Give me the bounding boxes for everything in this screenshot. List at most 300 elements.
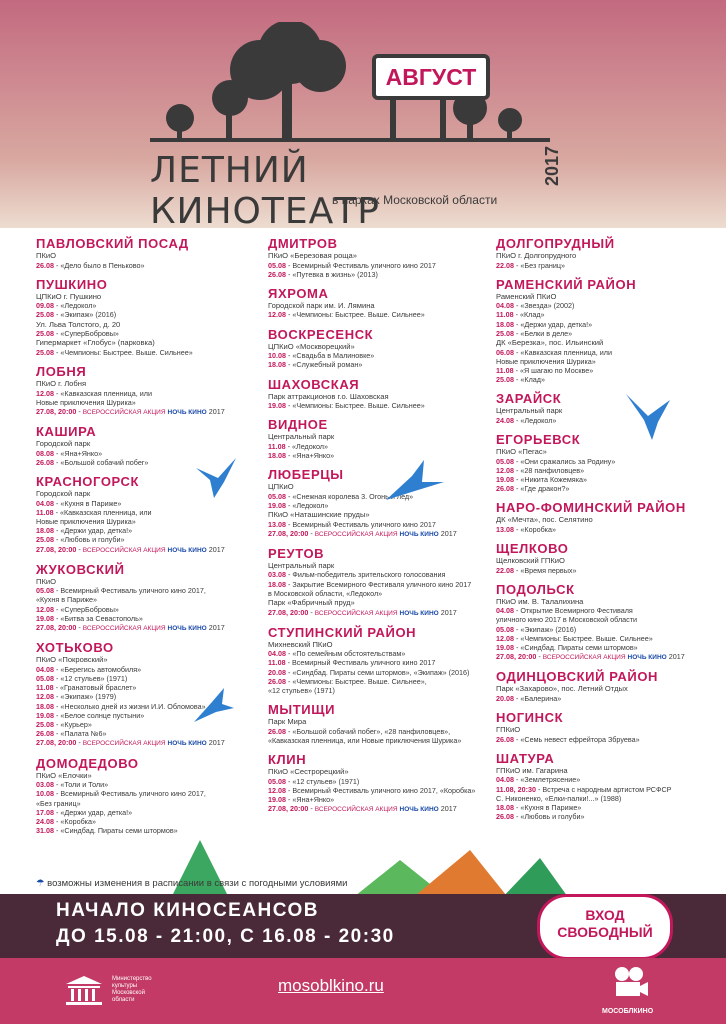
venue-name: Щелковский ГПКиО — [496, 556, 565, 566]
website-link[interactable]: mosoblkino.ru — [278, 976, 384, 995]
screening-title: «Без границ» — [36, 798, 81, 808]
venue-name: Парк «Захарово», пос. Летний Отдых — [496, 684, 628, 694]
screening-row — [36, 526, 260, 535]
screening-date: 12.08 — [268, 310, 286, 320]
screening-title: - «Экипаж» (2016) — [514, 624, 577, 634]
screening-title: - «Кухня в Париже» — [514, 802, 582, 812]
town-section — [36, 277, 260, 357]
screening-date: 11.08 — [268, 441, 286, 451]
town-name: ДМИТРОВ — [268, 236, 338, 251]
screening-title: - — [76, 623, 83, 633]
screening-row — [36, 329, 260, 338]
screening-title: «Кавказская пленница, или Новые приключения Шурика» — [268, 735, 462, 745]
screening-title: - Всемирный Фестиваль уличного кино 2017 — [285, 658, 436, 668]
screening-row — [36, 389, 260, 398]
screening-title: - «Большой собачий побег» — [54, 457, 149, 467]
screening-date: 04.08 — [496, 301, 514, 311]
screening-title: - «12 стульев» (1971) — [286, 776, 360, 786]
venue-name: ДК «Березка», пос. Ильинский — [496, 338, 604, 348]
screening-title: - — [536, 652, 543, 662]
screening-date: 04.08 — [496, 775, 514, 785]
screening-date: 26.08 — [268, 269, 286, 279]
screening-row — [268, 736, 492, 745]
campaign-year: 2017 — [438, 804, 457, 814]
screening-date: 05.08 — [268, 776, 286, 786]
screening-title: - «Путевка в жизнь» (2013) — [286, 269, 378, 279]
trees-illustration — [140, 22, 560, 162]
screening-title: - «Никита Кожемяка» — [514, 474, 587, 484]
screening-date: 25.08 — [36, 719, 54, 729]
screening-title: - «Землетрясение» — [514, 775, 581, 785]
screening-title: Новые приключения Шурика» — [36, 397, 136, 407]
screening-title: - «Держи удар, детка!» — [54, 807, 133, 817]
screening-date: 24.08 — [496, 415, 514, 425]
screening-date: 12.08 — [36, 388, 54, 398]
screening-row — [496, 366, 720, 375]
campaign-label: ВСЕРОССИЙСКАЯ АКЦИЯ — [82, 625, 166, 633]
town-section — [496, 751, 720, 822]
screening-date: 10.08 — [36, 789, 54, 799]
screening-title: С. Никоненко, «Елки-палки!...» (1988) — [496, 793, 622, 803]
town-name: ЯХРОМА — [268, 285, 329, 301]
screening-row — [268, 786, 492, 795]
campaign-label: ВСЕРОССИЙСКАЯ АКЦИЯ — [314, 609, 398, 617]
screening-date: 18.08 — [496, 802, 514, 812]
screening-title: - «Любовь и голуби» — [54, 535, 125, 545]
screening-row — [496, 348, 720, 357]
screening-title: в Московской области, «Ледокол» — [268, 588, 383, 598]
town-section — [496, 500, 720, 534]
venue-name: Парк аттракционов г.о. Шаховская — [268, 391, 389, 401]
screening-title: - «Синдбад. Пираты семи штормов», «Экипаж» (2016) — [286, 667, 470, 677]
screening-row — [36, 614, 260, 623]
screening-title: - «Где дракон?» — [514, 484, 570, 494]
screening-row — [36, 301, 260, 310]
screening-row — [268, 442, 492, 451]
screening-row — [268, 668, 492, 677]
campaign-label: ВСЕРОССИЙСКАЯ АКЦИЯ — [82, 408, 166, 416]
origami-bird-icon — [626, 394, 676, 440]
campaign-label: ВСЕРОССИЙСКАЯ АКЦИЯ — [542, 654, 626, 662]
campaign-year: 2017 — [206, 623, 225, 633]
screening-title: уличного кино 2017 в Московской области — [496, 615, 638, 625]
screening-date: 22.08 — [496, 260, 514, 270]
screening-title: - «Большой собачий побег», «28 панфиловцев», — [286, 726, 451, 736]
screening-row — [496, 803, 720, 812]
screening-date: 26.08 — [36, 729, 54, 739]
screening-title: - «Без границ» — [514, 260, 565, 270]
screening-row — [36, 398, 260, 407]
screening-date: 19.08 — [496, 474, 514, 484]
town-section — [496, 710, 720, 744]
screening-date: 25.08 — [36, 347, 54, 357]
screening-date: 19.08 — [36, 710, 54, 720]
town-name: ПАВЛОВСКИЙ ПОСАД — [36, 236, 189, 251]
screening-row — [36, 310, 260, 319]
screening-title: - «Они сражались за Родину» — [514, 456, 616, 466]
screening-title: - «Снежная королева 3. Огонь и лед» — [286, 491, 414, 501]
screening-title: - «Яна+Янко» — [54, 448, 103, 458]
venue-name: ПКиО им. В. Талалихина — [496, 596, 584, 606]
screening-title: - «По семейным обстоятельствам» — [286, 649, 406, 659]
screening-date: 06.08 — [496, 347, 514, 357]
screening-date: 18.08 — [496, 319, 514, 329]
screening-row — [496, 261, 720, 270]
screening-date: 12.08 — [268, 785, 286, 795]
screening-date: 27.08, 20:00 — [36, 738, 77, 748]
screening-row — [496, 643, 720, 652]
screening-row — [36, 545, 260, 555]
campaign-year: 2017 — [206, 406, 225, 416]
screening-title: - «Чемпионы: Быстрее. Выше. Сильнее» — [286, 401, 425, 411]
screening-title: - Фильм-победитель зрительского голосования — [286, 570, 446, 580]
venue-name: ГПКиО им. Гагарина — [496, 765, 568, 775]
screening-row — [36, 789, 260, 798]
screening-title: - Открытие Всемирного Фестиваля — [514, 606, 633, 616]
screening-title: - «Ледокол» — [286, 500, 329, 510]
film-camera-icon — [612, 966, 648, 1006]
screening-row — [268, 520, 492, 529]
screening-title: - «Звезда» (2002) — [514, 301, 575, 311]
screening-title: - «Коробка» — [54, 816, 96, 826]
origami-bird-icon — [196, 458, 236, 498]
town-section — [496, 236, 720, 270]
screening-row — [36, 261, 260, 270]
screening-date: 26.08 — [268, 726, 286, 736]
screening-date: 24.08 — [36, 816, 54, 826]
screening-title: Новые приключения Шурика» — [36, 516, 136, 526]
screening-title: - «Ледокол» — [285, 441, 328, 451]
venue-name: ПКиО г. Долгопрудного — [496, 251, 577, 260]
screening-title: - Всемирный Фестиваль уличного кино 2017 — [286, 260, 436, 270]
town-name: ЗАРАЙСК — [496, 391, 562, 407]
screening-title: Новые приключения Шурика» — [496, 356, 596, 366]
town-name: НАРО-ФОМИНСКИЙ РАЙОН — [496, 500, 686, 516]
screening-title: - «Толи и Толи» — [54, 780, 109, 790]
screening-row — [268, 261, 492, 270]
screening-title: - — [76, 738, 83, 748]
screening-row — [36, 595, 260, 604]
screening-title: - «Семь невест ефрейтора Збруева» — [514, 734, 640, 744]
screening-title: - «Яна+Янко» — [286, 795, 335, 805]
venue-name: ПКиО г. Лобня — [36, 379, 87, 389]
campaign-brand: НОЧЬ КИНО — [167, 546, 207, 554]
screening-row — [496, 375, 720, 384]
screening-date: 11.08, 20:30 — [496, 784, 536, 794]
town-section — [496, 277, 720, 385]
town-section — [268, 702, 492, 745]
screening-title: - «Чемпионы: Быстрее. Выше. Сильнее» — [286, 310, 425, 320]
schedule-column-2 — [268, 236, 492, 821]
campaign-brand: НОЧЬ КИНО — [399, 530, 439, 538]
venue-name: Раменский ПКиО — [496, 291, 557, 301]
screening-date: 08.08 — [36, 448, 54, 458]
poster-subtitle: в парках Московской области — [332, 193, 498, 207]
screening-title: - «Берегись автомобиля» — [54, 664, 142, 674]
town-name: ПОДОЛЬСК — [496, 581, 575, 597]
town-name: ХОТЬКОВО — [36, 640, 114, 656]
screening-row — [268, 686, 492, 695]
month-sign: АВГУСТ — [372, 54, 490, 100]
town-section — [268, 377, 492, 411]
screening-row — [268, 360, 492, 369]
screening-row — [496, 475, 720, 484]
screening-date: 19.08 — [496, 643, 514, 653]
ministry-building-icon — [64, 974, 104, 1006]
screening-title: - «Яна+Янко» — [286, 450, 335, 460]
screening-title: - «Синдбад. Пираты семи штормов» — [514, 643, 638, 653]
screening-title: - «Битва за Севастополь» — [54, 613, 143, 623]
screening-row — [496, 785, 720, 794]
campaign-brand: НОЧЬ КИНО — [167, 408, 207, 416]
town-section — [496, 391, 720, 425]
town-section — [268, 327, 492, 370]
screening-date: 13.08 — [496, 524, 514, 534]
screening-title: - «Палата №6» — [54, 729, 107, 739]
campaign-year: 2017 — [666, 652, 685, 662]
venue-name: Центральный парк — [268, 560, 335, 570]
screening-row — [496, 457, 720, 466]
origami-bird-icon — [194, 688, 234, 722]
screening-date: 27.08, 20:00 — [496, 652, 537, 662]
screening-title: - Всемирный Фестиваль уличного кино 2017, «Коробка» — [286, 785, 476, 795]
screening-title: - «Время первых» — [514, 565, 577, 575]
screening-row — [36, 535, 260, 544]
screening-date: 04.08 — [268, 649, 286, 659]
screening-row — [496, 794, 720, 803]
screening-row — [496, 775, 720, 784]
venue-name: Ул. Льва Толстого, д. 20 — [36, 319, 121, 329]
screening-title: - «Кавказская пленница, или — [53, 507, 152, 517]
screening-title: - «Балерина» — [514, 693, 562, 703]
venue-name: ПКиО «Покровский» — [36, 655, 108, 665]
screening-row — [36, 605, 260, 614]
screening-date: 03.08 — [36, 780, 54, 790]
screening-row — [36, 508, 260, 517]
start-title: НАЧАЛО КИНОСЕАНСОВ — [56, 900, 320, 921]
screening-title: - «Держи удар, детка!» — [54, 526, 133, 536]
screening-row — [268, 570, 492, 579]
screening-date: 12.08 — [496, 633, 514, 643]
poster-title: ЛЕТНИЙ КИНОТЕАТР — [150, 150, 380, 232]
screening-date: 04.08 — [36, 498, 54, 508]
screening-row — [36, 623, 260, 633]
screening-date: 25.08 — [36, 535, 54, 545]
screening-title: - «Экипаж» (1979) — [54, 692, 117, 702]
screening-title: - «Держи удар, детка!» — [514, 319, 593, 329]
screening-row — [496, 484, 720, 493]
town-section — [36, 562, 260, 634]
venue-name: ГПКиО — [496, 725, 521, 735]
screening-date: 18.08 — [268, 450, 286, 460]
screening-date: 26.08 — [36, 260, 54, 270]
screening-date: 20.08 — [268, 667, 286, 677]
screening-row — [268, 589, 492, 598]
screening-date: 25.08 — [496, 375, 514, 385]
screening-row — [268, 492, 492, 501]
venue-name: Парк Мира — [268, 717, 307, 727]
campaign-brand: НОЧЬ КИНО — [399, 609, 439, 617]
screening-date: 12.08 — [496, 465, 514, 475]
screening-date: 12.08 — [36, 604, 54, 614]
screening-row — [36, 808, 260, 817]
screening-date: 27.08, 20:00 — [268, 804, 309, 814]
screening-row — [268, 795, 492, 804]
screening-row — [36, 729, 260, 738]
free-entry-line-1: ВХОД — [585, 907, 625, 923]
screening-title: - — [308, 804, 315, 814]
screening-title: - — [308, 528, 315, 538]
screening-title: - «28 панфиловцев» — [514, 465, 585, 475]
campaign-year: 2017 — [206, 544, 225, 554]
screening-row — [496, 625, 720, 634]
venue-name: Гипермаркет «Глобус» (парковка) — [36, 338, 155, 348]
screening-title: - «Клад» — [513, 310, 545, 320]
town-name: ПУШКИНО — [36, 276, 108, 292]
screening-row — [36, 586, 260, 595]
screening-row — [268, 580, 492, 589]
campaign-year: 2017 — [438, 528, 457, 538]
town-name: СТУПИНСКИЙ РАЙОН — [268, 624, 417, 640]
screening-date: 09.08 — [36, 301, 54, 311]
town-name: КАШИРА — [36, 424, 97, 440]
screening-date: 10.08 — [268, 351, 286, 361]
screening-title: - «СуперБобровы» — [54, 329, 119, 339]
screening-date: 19.08 — [36, 613, 54, 623]
town-name: ОДИНЦОВСКИЙ РАЙОН — [496, 669, 659, 685]
screening-title: - «Коробка» — [514, 524, 556, 534]
venue-name: Центральный парк — [268, 432, 335, 442]
screening-row — [268, 351, 492, 360]
venue-name: ПКиО «Березовая роща» — [268, 251, 358, 260]
screening-title: - «Клад» — [514, 375, 545, 385]
venue-name: Городской парк им. И. Лямина — [268, 300, 375, 310]
free-entry-badge — [537, 894, 673, 960]
screening-title: - «Чемпионы: Быстрее. Выше. Сильнее» — [54, 347, 193, 357]
screening-title: - — [76, 544, 83, 554]
screening-title: - «Несколько дней из жизни И.И. Обломова» — [54, 701, 206, 711]
campaign-label: ВСЕРОССИЙСКАЯ АКЦИЯ — [82, 546, 166, 554]
town-section — [36, 364, 260, 417]
town-name: МЫТИЩИ — [268, 702, 336, 718]
screening-title: - «Ледокол» — [54, 301, 97, 311]
poster-year: 2017 — [542, 145, 562, 186]
screening-row — [496, 566, 720, 575]
town-section — [268, 625, 492, 696]
screening-date: 27.08, 20:00 — [36, 623, 77, 633]
screening-date: 25.08 — [36, 310, 54, 320]
screening-row — [496, 525, 720, 534]
screening-row — [36, 499, 260, 508]
town-section — [268, 467, 492, 539]
campaign-brand: НОЧЬ КИНО — [167, 740, 207, 748]
screening-date: 05.08 — [268, 260, 286, 270]
screening-date: 27.08, 20:00 — [36, 406, 77, 416]
town-section — [268, 546, 492, 618]
town-name: ДОМОДЕДОВО — [36, 755, 139, 771]
screening-row — [268, 658, 492, 667]
screening-title: - «Я шагаю по Москве» — [513, 365, 594, 375]
screening-row — [496, 357, 720, 366]
venue-name: Парк «Фабричный пруд» — [268, 598, 355, 608]
venue-name: Михневский ПКиО — [268, 639, 333, 649]
campaign-brand: НОЧЬ КИНО — [627, 654, 667, 662]
screening-row — [496, 606, 720, 615]
screening-date: 19.08 — [268, 795, 286, 805]
town-section — [268, 752, 492, 814]
screening-row — [268, 727, 492, 736]
screening-row — [36, 517, 260, 526]
screening-row — [36, 738, 260, 748]
venue-name: ПКиО «Наташинские пруды» — [268, 510, 370, 520]
campaign-label: ВСЕРОССИЙСКАЯ АКЦИЯ — [314, 806, 398, 814]
screening-date: 27.08, 20:00 — [268, 528, 309, 538]
screening-date: 26.08 — [496, 484, 514, 494]
venue-name: ЦПКиО — [268, 482, 294, 492]
ministry-logo-text: Министерство культуры Московской области — [112, 976, 152, 1003]
screening-date: 05.08 — [36, 673, 54, 683]
venue-name: ДК «Мечта», пос. Селятино — [496, 515, 593, 525]
town-name: КРАСНОГОРСК — [36, 474, 139, 490]
screening-date: 25.08 — [36, 329, 54, 339]
screening-row — [268, 270, 492, 279]
town-name: ЖУКОВСКИЙ — [36, 561, 125, 577]
screening-title: - «Синдбад. Пираты семи штормов» — [54, 826, 178, 836]
venue-name: Центральный парк — [496, 406, 563, 416]
town-name: ЛОБНЯ — [36, 364, 87, 380]
screening-row — [268, 677, 492, 686]
town-name: РЕУТОВ — [268, 545, 325, 561]
screening-date: 11.08 — [496, 310, 514, 320]
screening-date: 19.08 — [268, 500, 286, 510]
screening-row — [496, 634, 720, 643]
screening-title: - «Кухня в Париже» — [54, 498, 122, 508]
screening-title: - «Чемпионы: Быстрее. Выше. Сильнее», — [286, 676, 427, 686]
screening-date: 11.08 — [36, 507, 54, 517]
town-name: ШАХОВСКАЯ — [268, 376, 360, 392]
screening-row — [36, 449, 260, 458]
town-name: ВОСКРЕСЕНСК — [268, 326, 374, 342]
schedule-column-1 — [36, 236, 260, 842]
screening-title: - «СуперБобровы» — [54, 604, 119, 614]
town-name: НОГИНСК — [496, 710, 564, 726]
screening-row — [36, 780, 260, 789]
screening-row — [268, 529, 492, 539]
screening-row — [268, 649, 492, 658]
screening-title: - Всемирный Фестиваль уличного кино 2017, — [54, 586, 206, 596]
screening-title: - — [76, 406, 83, 416]
screening-title: - «Любовь и голуби» — [514, 812, 585, 822]
town-section — [268, 417, 492, 460]
screening-title: - Всемирный Фестиваль уличного кино 2017, — [54, 789, 206, 799]
screening-date: 05.08 — [496, 624, 514, 634]
town-name: ЩЕЛКОВО — [496, 541, 569, 557]
screening-title: - «Кавказская пленница, или — [514, 347, 612, 357]
town-name: ШАТУРА — [496, 750, 555, 766]
venue-name: ПКиО — [36, 576, 57, 586]
screening-row — [268, 804, 492, 814]
screening-date: 18.08 — [268, 360, 286, 370]
screening-title: - «Кавказская пленница, или — [54, 388, 152, 398]
screening-date: 27.08, 20:00 — [268, 607, 309, 617]
screening-date: 04.08 — [36, 664, 54, 674]
screening-date: 27.08, 20:00 — [36, 544, 77, 554]
screening-title: - «Дело было в Пеньково» — [54, 260, 145, 270]
screening-date: 18.08 — [36, 701, 54, 711]
screening-row — [268, 501, 492, 510]
screening-date: 25.08 — [496, 328, 514, 338]
screening-date: 26.08 — [496, 734, 514, 744]
